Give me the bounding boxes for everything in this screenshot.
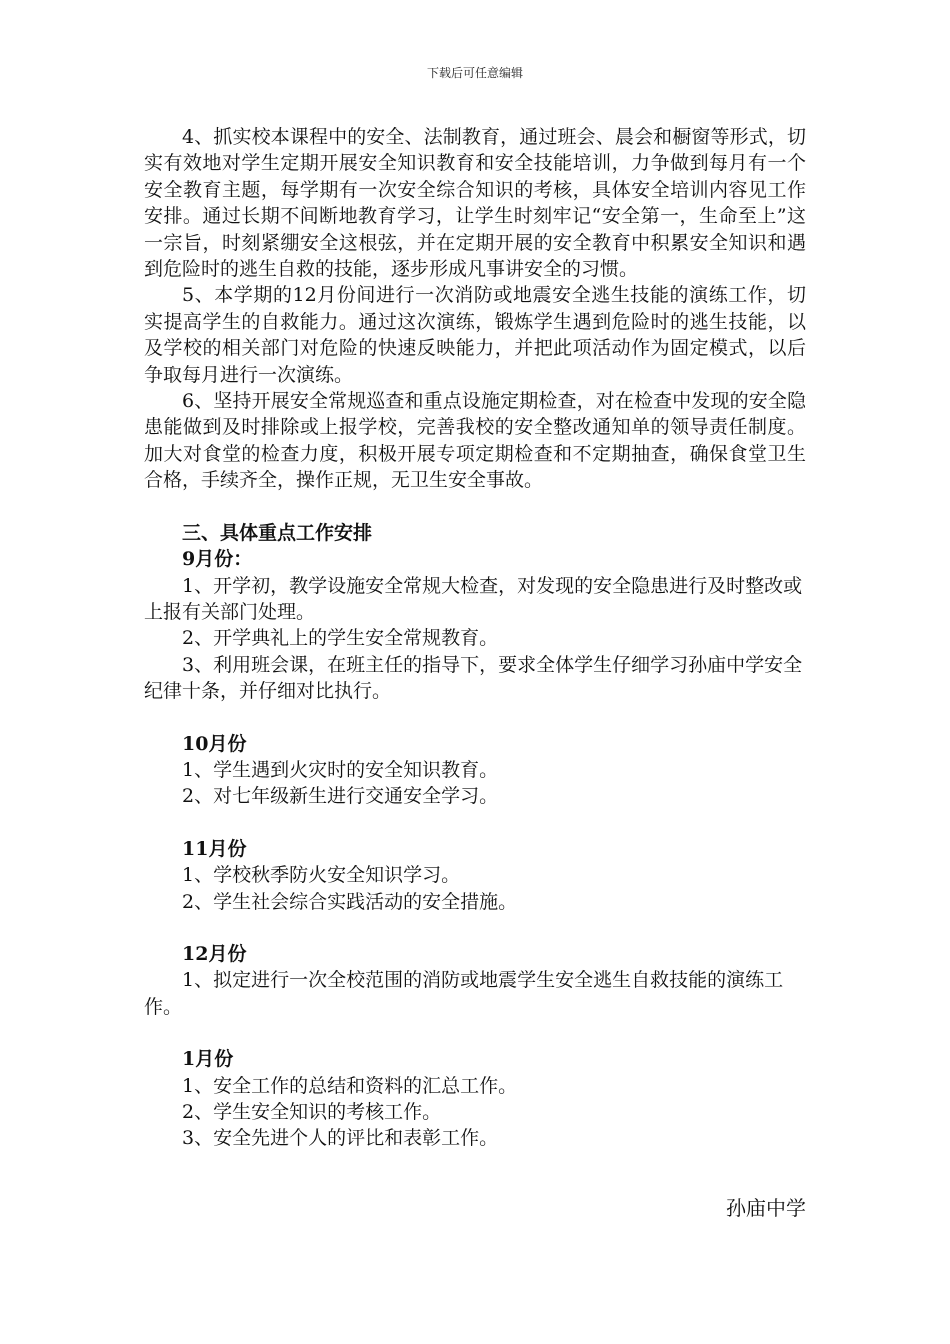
list-item: 1、学生遇到火灾时的安全知识教育。 bbox=[182, 758, 499, 781]
list-item: 2、开学典礼上的学生安全常规教育。 bbox=[182, 627, 499, 650]
month-title: 11月份 bbox=[182, 837, 247, 860]
paragraph: 4、抓实校本课程中的安全、法制教育，通过班会、晨会和橱窗等形式，切实有效地对学生定期开展安全知识教育和安全技能培训，力争做到每月有一个安全教育主题，每学期有一次安全综合知识的考核，具体安全培训内容见工作安排。通过长期不间断地教育学习，让学生时刻牢记“安全第一，生命至上”这一宗旨，时刻紧绷安全这根弦，并在定期开展的安全教育中积累安全知识和遇到危险时的逃生自救的技能，逐步形成凡事讲安全的习惯。 bbox=[144, 126, 806, 281]
month-title: 9月份： bbox=[182, 548, 253, 571]
list-item: 1、学校秋季防火安全知识学习。 bbox=[182, 864, 461, 887]
list-item: 1、开学初，教学设施安全常规大检查，对发现的安全隐患进行及时整改或上报有关部门处理。 bbox=[144, 574, 803, 623]
month-title: 12月份 bbox=[182, 942, 247, 965]
section-title: 三、具体重点工作安排 bbox=[182, 521, 373, 544]
paragraph: 6、坚持开展安全常规巡查和重点设施定期检查，对在检查中发现的安全隐患能做到及时排除或上报学校，完善我校的安全整改通知单的领导责任制度。加大对食堂的检查力度，积极开展专项定期检查和不定期抽查，确保食堂卫生合格，手续齐全，操作正规，无卫生安全事故。 bbox=[144, 390, 806, 492]
list-item: 2、学生安全知识的考核工作。 bbox=[182, 1101, 442, 1123]
page-header: 下载后可任意编辑 bbox=[426, 66, 523, 80]
list-item: 2、学生社会综合实践活动的安全措施。 bbox=[182, 890, 518, 913]
list-item: 1、拟定进行一次全校范围的消防或地震学生安全逃生自救技能的演练工作。 bbox=[144, 969, 784, 1018]
month-title: 10月份 bbox=[182, 732, 247, 755]
list-item: 1、安全工作的总结和资料的汇总工作。 bbox=[182, 1074, 518, 1097]
list-item: 3、安全先进个人的评比和表彰工作。 bbox=[182, 1127, 499, 1150]
paragraph: 5、本学期的12月份间进行一次消防或地震安全逃生技能的演练工作，切实提高学生的自救能力。通过这次演练，锻炼学生遇到危险时的逃生技能，以及学校的相关部门对危险的快速反映能力，并把此项活动作为固定模式，以后争取每月进行一次演练。 bbox=[144, 284, 806, 386]
signature: 孙庙中学 bbox=[726, 1196, 806, 1220]
list-item: 2、对七年级新生进行交通安全学习。 bbox=[182, 785, 499, 808]
document-body bbox=[144, 124, 806, 1152]
month-title: 1月份 bbox=[182, 1048, 234, 1071]
list-item: 3、利用班会课，在班主任的指导下，要求全体学生仔细学习孙庙中学安全纪律十条，并仔细对比执行。 bbox=[144, 653, 803, 703]
